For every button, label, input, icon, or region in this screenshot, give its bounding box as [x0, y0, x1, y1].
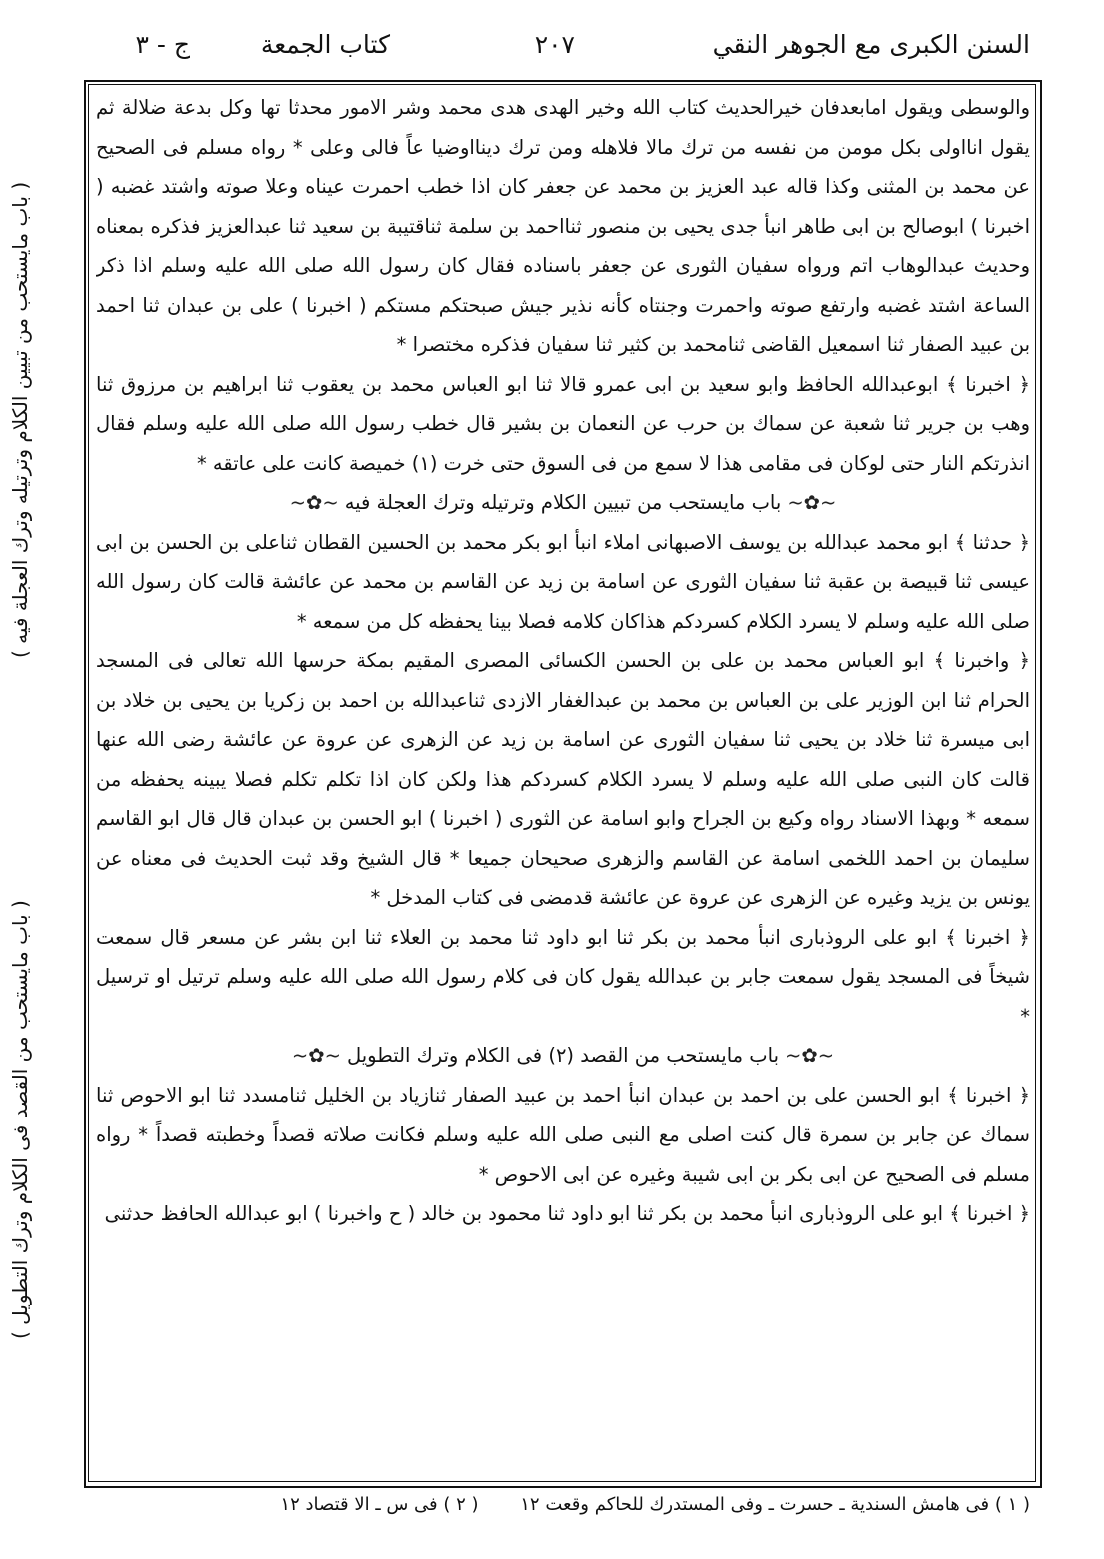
ornament-icon: ~✿~ — [787, 491, 837, 514]
section-heading-text: باب مايستحب من تبيين الكلام وترتيله وترك العجلة فيه — [344, 491, 782, 514]
margin-note: ( باب مايستحب من تبيين الكلام وترتيله وترك العجلة فيه ) — [8, 181, 32, 659]
main-text — [96, 88, 1030, 1476]
book-title: السنن الكبرى مع الجوهر النقي — [712, 30, 1030, 59]
paragraph: ﴿ اخبرنا ﴾ ابو الحسن على بن احمد بن عبدان انبأ احمد بن عبيد الصفار ثنازياد بن الخليل ثنامسدد ثنا ابو الاحوص ثنا سماك عن جابر بن سمرة قال كنت اصلى مع النبى صلى الله عليه وسلم فكانت صلاته قصداً وخطبته قصداً * رواه مسلم فى الصحيح عن ابى بكر بن ابى شيبة وغيره عن ابى الاحوص * — [96, 1083, 1030, 1186]
ornament-icon: ~✿~ — [289, 491, 339, 514]
paragraph: ﴿ حدثنا ﴾ ابو محمد عبدالله بن يوسف الاصبهانى املاء انبأ ابو بكر محمد بن الحسين القطان ثناعلى بن الحسن بن ابى عيسى ثنا قبيصة بن عقبة ثنا سفيان الثورى عن اسامة بن زيد عن القاسم بن محمد عن عائشة قالت كان رسول الله صلى الله عليه وسلم لا يسرد الكلام كسردكم هذاكان كلامه فصلا بينا يحفظه كل من سمعه * — [96, 530, 1030, 633]
paragraph: والوسطى ويقول امابعدفان خيرالحديث كتاب الله وخير الهدى هدى محمد وشر الامور محدثا تها وكل بدعة ضلالة ثم يقول انااولى بكل مومن من نفسه من ترك مالا فلاهله ومن ترك دينااوضيا عاً فالى وعلى * رواه مسلم فى الصحيح عن محمد بن المثنى وكذا قاله عبد العزيز بن محمد عن جعفر كان اذا خطب احمرت عيناه وعلا صوته واشتد غضبه ( اخبرنا ) ابوصالح بن ابى طاهر انبأ جدى يحيى بن منصور ثنااحمد بن سلمة ثناقتيبة بن سعيد ثنا عبدالعزيز فذكره بمعناه وحديث عبدالوهاب اتم ورواه سفيان الثورى عن جعفر باسناده فقال كان رسول الله صلى الله عليه وسلم اذا ذكر الساعة اشتد غضبه وارتفع صوته واحمرت وجنتاه كأنه نذير جيش صبحتكم مستكم ( اخبرنا ) على بن عبدان ثنا احمد بن عبيد الصفار ثنا اسمعيل القاضى ثنامحمد بن كثير ثنا سفيان فذكره مختصرا * — [96, 96, 1030, 356]
ornament-icon: ~✿~ — [785, 1044, 835, 1067]
page-header — [70, 26, 1030, 70]
chapter-title: كتاب الجمعة — [260, 30, 390, 59]
volume-number: ج - ٣ — [135, 30, 190, 59]
footnote: ( ٢ ) فى س ـ الا قتصاد ١٢ — [280, 1494, 479, 1515]
paragraph: ﴿ واخبرنا ﴾ ابو العباس محمد بن على بن الحسن الكسائى المصرى المقيم بمكة حرسها الله تعالى فى المسجد الحرام ثنا ابن الوزير على بن العباس بن محمد بن عبدالغفار الازدى ثناعبدالله بن احمد بن زكريا بن يحيى بن خلاد بن ابى ميسرة ثنا خلاد بن يحيى ثنا سفيان الثورى عن اسامة بن زيد عن الزهرى عن عروة عن عائشة رضى الله عنها قالت كان النبى صلى الله عليه وسلم لا يسرد الكلام كسردكم هذا ولكن كان اذا تكلم تكلم فصلا يبينه يحفظه من سمعه * وبهذا الاسناد رواه وكيع بن الجراح وابو اسامة عن الثورى ( اخبرنا ) ابو الحسن بن عبدان قال قال ابو القاسم سليمان بن احمد اللخمى اسامة عن القاسم والزهرى صحيحان جميعا * قال الشيخ وقد ثبت الحديث فى معناه عن يونس بن يزيد وغيره عن الزهرى عن عروة عن عائشة قدمضى فى كتاب المدخل * — [96, 649, 1030, 909]
section-heading-text: باب مايستحب من القصد (٢) فى الكلام وترك التطويل — [346, 1044, 780, 1067]
page-number: ٢٠٧ — [534, 30, 575, 59]
footnotes — [96, 1490, 1030, 1530]
paragraph: ﴿ اخبرنا ﴾ ابوعبدالله الحافظ وابو سعيد بن ابى عمرو قالا ثنا ابو العباس محمد بن يعقوب ثنا ابراهيم بن مرزوق ثنا وهب بن جرير ثنا شعبة عن سماك بن حرب عن النعمان بن بشير قال خطب رسول الله صلى الله عليه وسلم فقال انذرتكم النار حتى لوكان فى مقامى هذا لا سمع من فى السوق حتى خرت (١) خميصة كانت على عاتقه * — [96, 372, 1030, 475]
section-heading — [96, 1036, 1030, 1076]
margin-note: ( باب مايستحب من القصد فى الكلام وترك التطويل ) — [8, 900, 32, 1340]
paragraph: ﴿ اخبرنا ﴾ ابو على الروذبارى انبأ محمد بن بكر ثنا ابو داود ثنا محمد بن العلاء ثنا ابن بشر عن مسعر قال سمعت شيخاً فى المسجد يقول سمعت جابر بن عبدالله يقول كان فى كلام رسول الله صلى الله عليه وسلم ترتيل او ترسيل * — [96, 925, 1030, 1028]
paragraph: ﴿ اخبرنا ﴾ ابو على الروذبارى انبأ محمد بن بكر ثنا ابو داود ثنا محمود بن خالد ( ح واخبرنا ) ابو عبدالله الحافظ حدثنى — [104, 1202, 1030, 1225]
section-heading — [96, 483, 1030, 523]
footnote: ( ١ ) فى هامش السندية ـ حسرت ـ وفى المستدرك للحاكم وقعت ١٢ — [520, 1494, 1030, 1515]
ornament-icon: ~✿~ — [291, 1044, 341, 1067]
